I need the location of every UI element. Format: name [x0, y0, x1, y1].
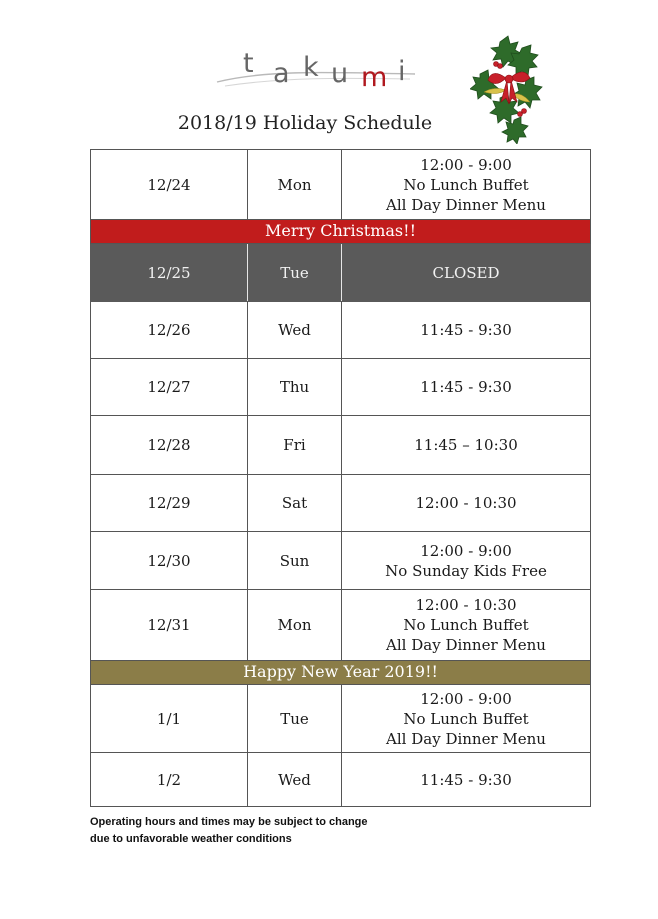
- date-cell: [91, 302, 248, 358]
- date-cell-line: 12/26: [147, 321, 191, 339]
- hours-cell-line: 12:00 - 9:00: [420, 541, 512, 560]
- hours-cell: [342, 150, 590, 219]
- day-cell-line: Thu: [279, 378, 310, 396]
- logo-letter-k: k: [303, 52, 319, 83]
- day-cell-line: Fri: [283, 436, 306, 454]
- hours-cell-line: 12:00 - 10:30: [415, 596, 517, 614]
- takumi-logo: [215, 48, 420, 98]
- hours-cell: [342, 359, 590, 415]
- hours-cell-line: 11:45 - 9:30: [420, 378, 512, 396]
- day-cell-line: Tue: [280, 709, 309, 728]
- date-cell: [91, 475, 248, 531]
- schedule-row: [90, 685, 591, 753]
- hours-cell-line: All Day Dinner Menu: [386, 729, 546, 748]
- hours-cell-line: 11:45 - 9:30: [420, 770, 512, 789]
- day-cell: [248, 150, 342, 219]
- hours-cell-line: All Day Dinner Menu: [386, 195, 546, 214]
- logo-letter-i: i: [398, 56, 406, 87]
- day-cell: [248, 416, 342, 474]
- page-title: 2018/19 Holiday Schedule: [177, 112, 433, 134]
- date-cell-line: 12/24: [147, 175, 191, 194]
- date-cell: [91, 590, 248, 660]
- date-cell-line: 12/30: [147, 551, 191, 570]
- day-cell: [248, 532, 342, 589]
- logo-letter-u: u: [331, 58, 349, 89]
- logo-letter-a: a: [273, 58, 290, 89]
- day-cell-line: Tue: [280, 263, 309, 282]
- day-cell-line: Mon: [277, 175, 312, 194]
- schedule-row: [90, 475, 591, 532]
- date-cell-line: 12/31: [147, 616, 191, 634]
- logo-text: [215, 48, 420, 98]
- hours-cell-line: 11:45 - 9:30: [420, 321, 512, 339]
- day-cell: [248, 590, 342, 660]
- logo-letter-m: m: [361, 62, 388, 93]
- schedule-row: [90, 590, 591, 661]
- schedule-row: [90, 532, 591, 590]
- hours-cell-line: 12:00 - 9:00: [420, 155, 512, 174]
- schedule-row: [90, 416, 591, 475]
- day-cell: [248, 753, 342, 806]
- day-cell: [248, 302, 342, 358]
- hours-cell: [342, 302, 590, 358]
- day-cell-line: Wed: [278, 770, 311, 789]
- hours-cell: [342, 532, 590, 589]
- hours-cell: [342, 475, 590, 531]
- christmas-banner: Merry Christmas!!: [90, 220, 591, 244]
- date-cell-line: 1/1: [156, 709, 182, 728]
- holiday-schedule-table: [90, 149, 591, 807]
- hours-cell: [342, 685, 590, 752]
- hours-cell-line: All Day Dinner Menu: [386, 636, 546, 654]
- day-cell: [248, 685, 342, 752]
- day-cell: [248, 475, 342, 531]
- date-cell-line: 1/2: [156, 770, 182, 789]
- date-cell-line: 12/29: [147, 494, 191, 512]
- hours-cell-line: 12:00 - 10:30: [415, 494, 517, 512]
- date-cell: [91, 416, 248, 474]
- date-cell-line: 12/27: [147, 378, 191, 396]
- hours-cell-line: No Lunch Buffet: [403, 709, 529, 728]
- schedule-row: [90, 753, 591, 807]
- date-cell: [91, 244, 248, 301]
- hours-cell: [342, 590, 590, 660]
- hours-cell-line: CLOSED: [432, 263, 500, 282]
- hours-cell-line: No Lunch Buffet: [403, 175, 529, 194]
- day-cell-line: Wed: [278, 321, 311, 339]
- hours-cell: [342, 753, 590, 806]
- hours-cell-line: No Sunday Kids Free: [385, 561, 547, 580]
- date-cell: [91, 753, 248, 806]
- date-cell: [91, 685, 248, 752]
- day-cell: [248, 244, 342, 301]
- date-cell: [91, 532, 248, 589]
- hours-cell: [342, 244, 590, 301]
- schedule-row: [90, 302, 591, 359]
- schedule-row: [90, 359, 591, 416]
- notice-line-2: due to unfavorable weather conditions: [90, 833, 292, 845]
- hours-cell-line: 11:45 – 10:30: [414, 436, 518, 454]
- day-cell-line: Sat: [281, 494, 308, 512]
- day-cell-line: Sun: [279, 551, 310, 570]
- new-year-banner: Happy New Year 2019!!: [90, 661, 591, 685]
- hours-cell: [342, 416, 590, 474]
- date-cell: [91, 150, 248, 219]
- day-cell-line: Mon: [277, 616, 312, 634]
- day-cell: [248, 359, 342, 415]
- closed-row: [90, 244, 591, 302]
- notice-line-1: Operating hours and times may be subject to change: [90, 816, 368, 828]
- date-cell-line: 12/28: [147, 436, 191, 454]
- hours-cell-line: No Lunch Buffet: [403, 616, 529, 634]
- logo-letter-t: t: [243, 48, 254, 79]
- schedule-row: [90, 149, 591, 220]
- hours-cell-line: 12:00 - 9:00: [420, 689, 512, 708]
- date-cell-line: 12/25: [147, 263, 191, 282]
- date-cell: [91, 359, 248, 415]
- weather-notice: [90, 814, 490, 848]
